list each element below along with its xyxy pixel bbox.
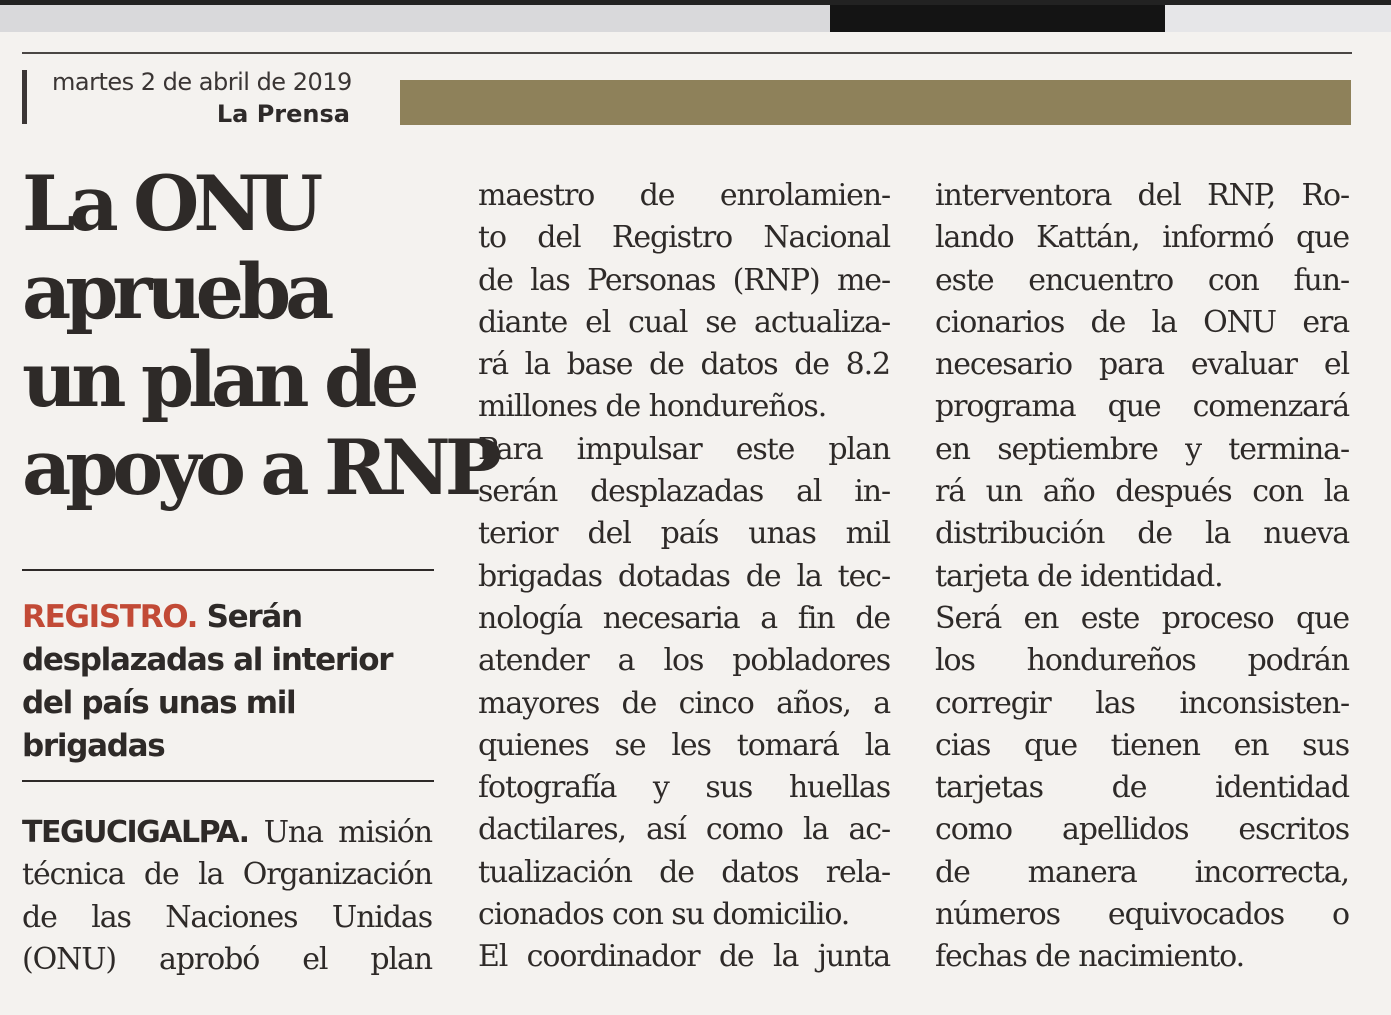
scan-top-bar	[0, 0, 1391, 32]
dateline: TEGUCIGALPA.	[22, 815, 249, 850]
headline-line: La ONU	[22, 159, 318, 248]
deck-text: Serán desplazadas al interior del país unas mil brigadas	[22, 599, 393, 764]
body-line: en septiembre y termina-	[935, 431, 1349, 467]
body-column-1	[22, 812, 432, 981]
body-line: tarjeta de identidad.	[935, 558, 1223, 594]
publication-date: martes 2 de abril de 2019	[52, 68, 352, 96]
deck-top-rule	[22, 569, 434, 571]
headline-line: un plan de	[22, 335, 414, 424]
body-line: serán desplazadas al in-	[478, 474, 890, 510]
body-line: de las Naciones Unidas	[22, 899, 432, 935]
body-line: los hondureños podrán	[935, 643, 1349, 679]
body-line: cias que tienen en sus	[935, 727, 1349, 763]
body-line: to del Registro Nacional	[478, 220, 890, 256]
body-line: técnica de la Organización	[22, 857, 432, 893]
body-column-3	[935, 175, 1349, 979]
body-line: números equivocados o	[935, 897, 1349, 933]
body-line: Para impulsar este plan	[478, 431, 890, 467]
deck-kicker: REGISTRO.	[22, 599, 198, 635]
body-line: maestro de enrolamien-	[478, 178, 890, 213]
body-line	[22, 812, 432, 854]
headline-line: aprueba	[22, 247, 329, 336]
body-line: dactilares, así como la ac-	[478, 812, 890, 848]
date-bar	[22, 70, 27, 124]
body-line: tualización de datos rela-	[478, 854, 890, 890]
body-column-2	[478, 175, 890, 979]
body-line: este encuentro con fun-	[935, 262, 1349, 298]
body-line: Será en este proceso que	[935, 600, 1349, 636]
body-line: terior del país unas mil	[478, 516, 890, 552]
body-line: distribución de la nueva	[935, 516, 1349, 552]
deck	[22, 596, 440, 768]
body-line: El coordinador de la junta	[478, 939, 890, 975]
headline-line: apoyo a RNP	[22, 423, 496, 512]
body-line: de las Personas (RNP) me-	[478, 262, 890, 298]
section-gold-bar	[400, 80, 1351, 125]
deck-bottom-rule	[22, 780, 434, 782]
body-line: lando Kattán, informó que	[935, 220, 1349, 256]
body-line: cionados con su domicilio.	[478, 897, 850, 933]
body-line: tarjetas de identidad	[935, 770, 1349, 806]
date-box	[22, 64, 400, 134]
body-line: diante el cual se actualiza-	[478, 304, 890, 340]
newspaper-name: La Prensa	[216, 100, 350, 128]
body-line: programa que comenzará	[935, 389, 1349, 425]
body-text: Una misión	[263, 815, 432, 850]
body-line: brigadas dotadas de la tec-	[478, 558, 890, 594]
body-line: rá un año después con la	[935, 474, 1349, 510]
body-line: de manera incorrecta,	[935, 854, 1349, 890]
body-line: nología necesaria a fin de	[478, 600, 890, 636]
body-line: rá la base de datos de 8.2	[478, 347, 890, 383]
top-rule	[22, 52, 1352, 54]
body-line: fechas de nacimiento.	[935, 939, 1245, 975]
body-line: mayores de cinco años, a	[478, 685, 890, 721]
body-line: millones de hondureños.	[478, 389, 827, 425]
headline	[22, 159, 496, 512]
body-line: (ONU) aprobó el plan	[22, 941, 432, 977]
body-line: necesario para evaluar el	[935, 347, 1349, 383]
body-line: cionarios de la ONU era	[935, 304, 1349, 340]
body-line: corregir las inconsisten-	[935, 685, 1349, 721]
body-line: fotografía y sus huellas	[478, 770, 890, 806]
body-line: quienes se les tomará la	[478, 727, 890, 763]
body-line: como apellidos escritos	[935, 812, 1349, 848]
body-line: atender a los pobladores	[478, 643, 890, 679]
body-line: interventora del RNP, Ro-	[935, 178, 1349, 213]
